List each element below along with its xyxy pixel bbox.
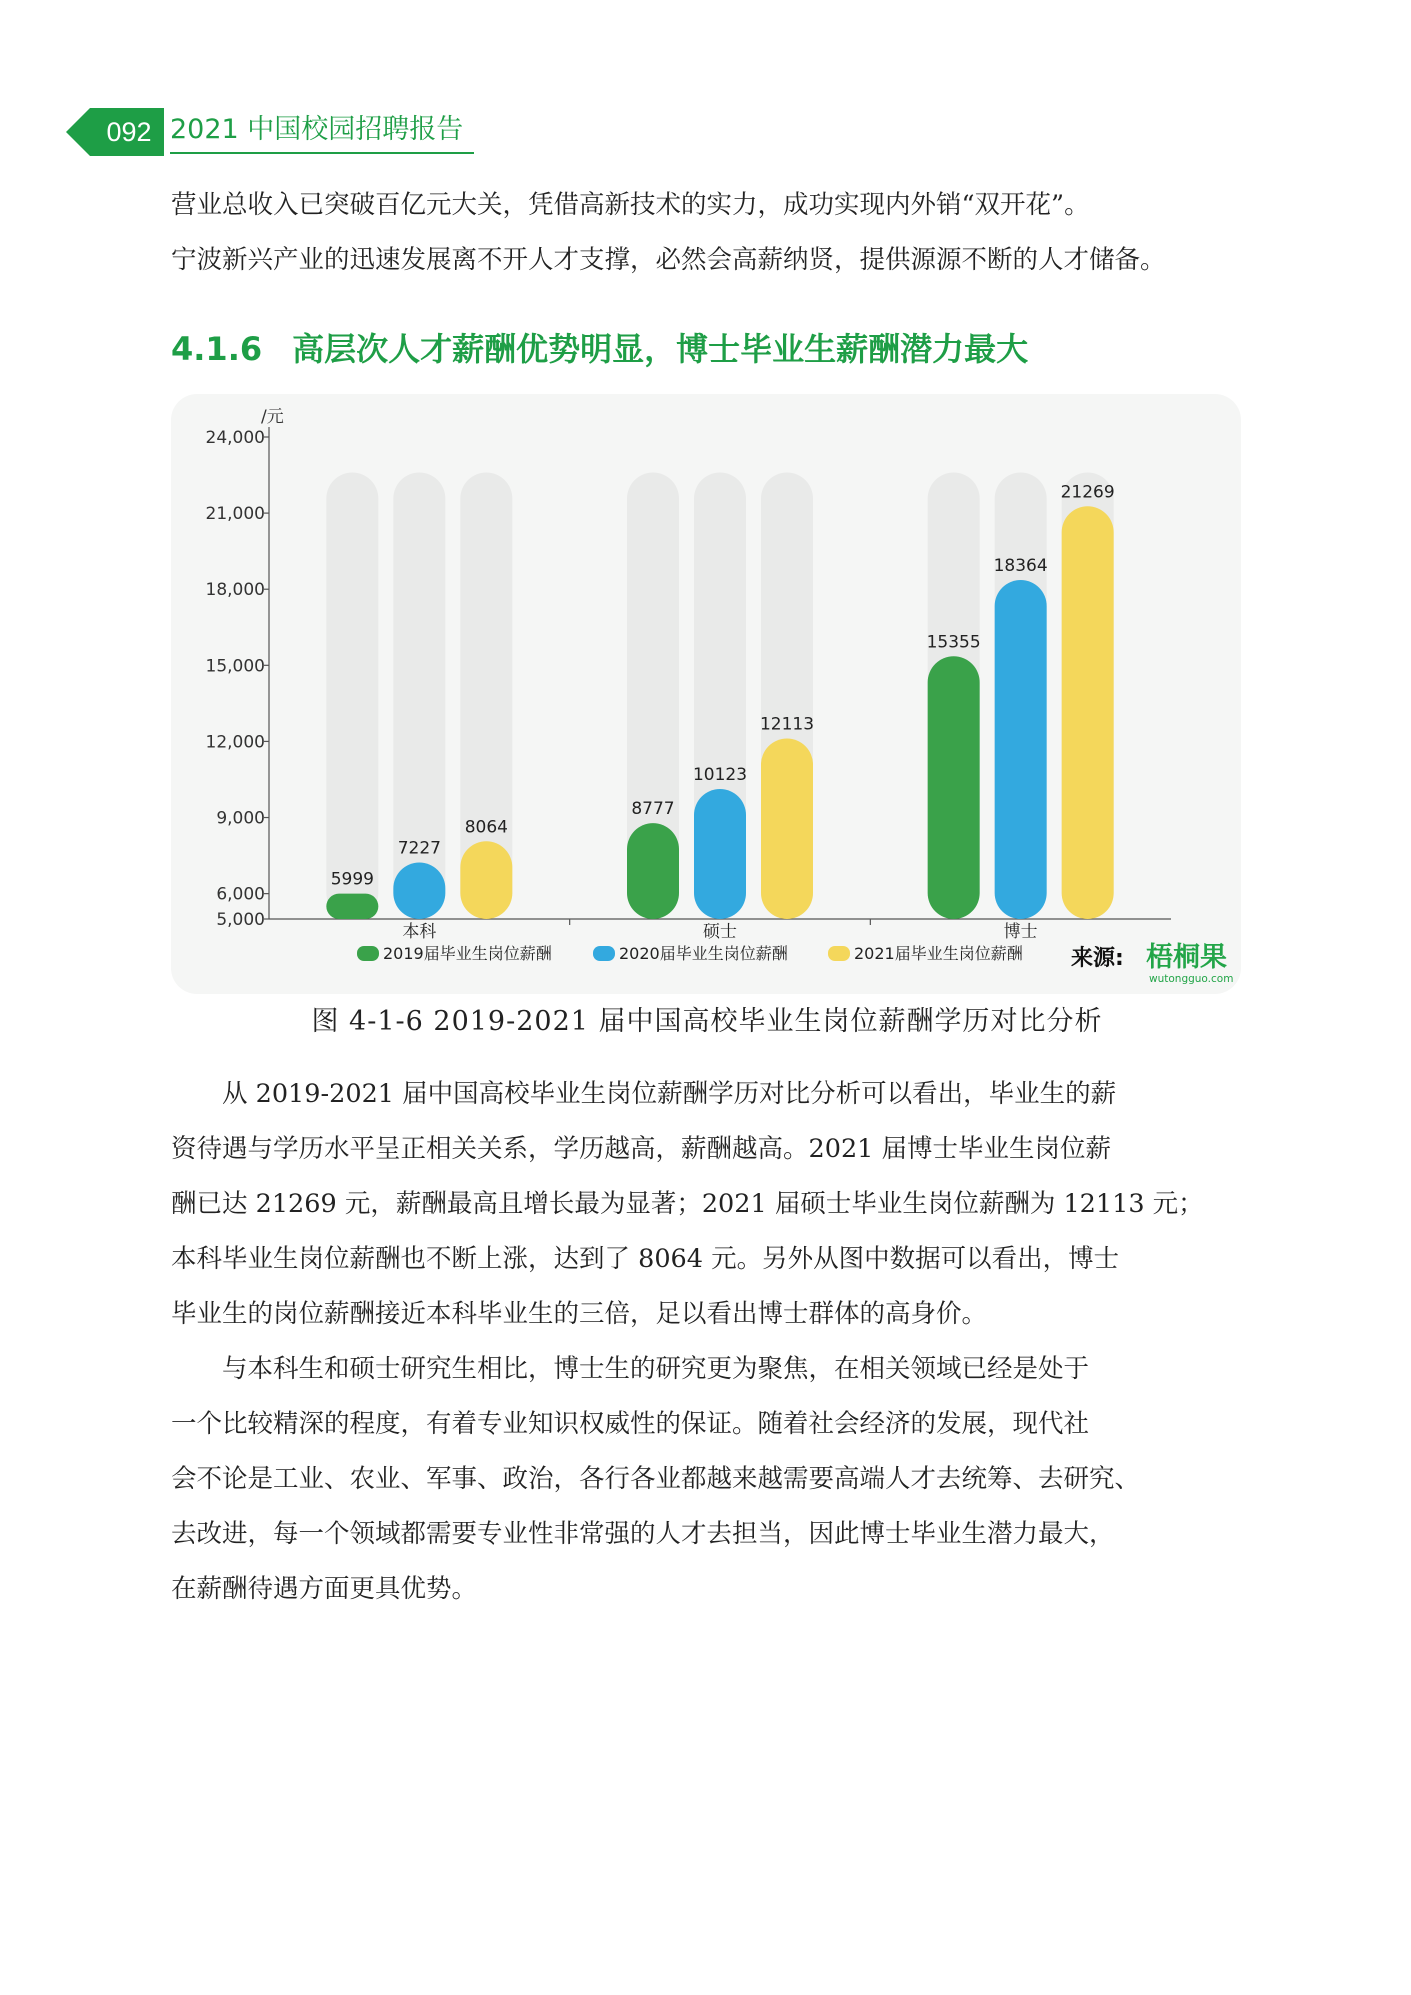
text-line: 一个比较精深的程度，有着专业知识权威性的保证。随着社会经济的发展，现代社 (171, 1409, 1090, 1439)
text-line: 酬已达 21269 元，薪酬最高且增长最为显著；2021 届硕士毕业生岗位薪酬为 12113 元； (171, 1189, 1204, 1219)
legend-label: 2019届毕业生岗位薪酬 (383, 944, 552, 963)
body-paragraph-1 (171, 1067, 1243, 1342)
x-tick-label: 硕士 (703, 922, 737, 942)
legend-label: 2021届毕业生岗位薪酬 (854, 944, 1023, 963)
data-label: 15355 (926, 632, 981, 653)
y-tick-label: 24,000 (205, 428, 265, 448)
data-label: 7227 (397, 838, 441, 859)
text-line: 与本科生和硕士研究生相比，博士生的研究更为聚焦，在相关领域已经是处于 (171, 1354, 1090, 1384)
bar-track (326, 473, 378, 919)
text-line: 资待遇与学历水平呈正相关关系，学历越高，薪酬越高。2021 届博士毕业生岗位薪 (171, 1134, 1112, 1164)
bar (995, 580, 1047, 919)
salary-chart-svg (171, 394, 1241, 994)
section-heading (171, 326, 1028, 372)
y-tick-label: 21,000 (205, 504, 265, 525)
section-title: 高层次人才薪酬优势明显，博士毕业生薪酬潜力最大 (292, 330, 1029, 368)
y-tick-label: 9,000 (216, 808, 265, 829)
bar (928, 656, 980, 919)
text-line: 在薪酬待遇方面更具优势。 (171, 1574, 478, 1604)
legend-swatch (828, 946, 850, 961)
data-label: 21269 (1060, 482, 1115, 503)
x-tick-label: 本科 (402, 922, 437, 942)
text-line: 营业总收入已突破百亿元大关，凭借高新技术的实力，成功实现内外销“双开花”。 (171, 190, 1090, 220)
header-divider (170, 152, 474, 154)
y-axis-unit: /元 (261, 407, 284, 427)
legend-swatch (357, 946, 379, 961)
y-tick-label: 6,000 (216, 884, 265, 905)
text-line: 会不论是工业、农业、军事、政治，各行各业都越来越需要高端人才去统筹、去研究、 (171, 1464, 1141, 1494)
text-line: 本科毕业生岗位薪酬也不断上涨，达到了 8064 元。另外从图中数据可以看出，博士 (171, 1244, 1120, 1274)
data-label: 12113 (759, 714, 815, 735)
source-logo-url: wutongguo.com (1149, 973, 1234, 985)
section-number: 4.1.6 (171, 330, 263, 368)
body-paragraph-2 (171, 1342, 1243, 1617)
bar (694, 789, 746, 919)
page-number: 092 (106, 117, 152, 147)
bar (761, 739, 813, 919)
text-line: 宁波新兴产业的迅速发展离不开人才支撑，必然会高薪纳贤，提供源源不断的人才储备。 (171, 245, 1166, 275)
y-tick-label: 5,000 (216, 910, 265, 930)
bar (393, 863, 445, 919)
legend-label: 2020届毕业生岗位薪酬 (619, 944, 788, 963)
source-logo: 梧桐果 (1146, 942, 1227, 973)
bar (627, 823, 679, 919)
bar (326, 894, 378, 919)
page-header (66, 108, 476, 156)
data-label: 8777 (631, 799, 675, 820)
source-label: 来源: (1071, 946, 1124, 971)
y-tick-label: 12,000 (205, 732, 265, 753)
text-line: 毕业生的岗位薪酬接近本科毕业生的三倍，足以看出博士群体的高身价。 (171, 1299, 988, 1329)
bar (1062, 506, 1114, 919)
report-title: 2021 中国校园招聘报告 (170, 114, 464, 145)
x-tick-label: 博士 (1003, 922, 1038, 942)
text-line: 从 2019-2021 届中国高校毕业生岗位薪酬学历对比分析可以看出，毕业生的薪 (171, 1079, 1117, 1109)
legend-swatch (593, 946, 615, 961)
data-label: 8064 (464, 817, 508, 838)
y-tick-label: 18,000 (205, 580, 265, 601)
figure-caption: 图 4-1-6 2019-2021 届中国高校毕业生岗位薪酬学历对比分析 (311, 1006, 1103, 1037)
salary-chart (171, 394, 1241, 994)
data-label: 10123 (692, 765, 748, 786)
text-line: 去改进，每一个领域都需要专业性非常强的人才去担当，因此博士毕业生潜力最大， (171, 1519, 1115, 1549)
data-label: 5999 (330, 869, 374, 890)
data-label: 18364 (993, 555, 1048, 576)
y-tick-label: 15,000 (205, 656, 265, 677)
intro-paragraph (171, 178, 1243, 288)
bar (460, 841, 512, 919)
